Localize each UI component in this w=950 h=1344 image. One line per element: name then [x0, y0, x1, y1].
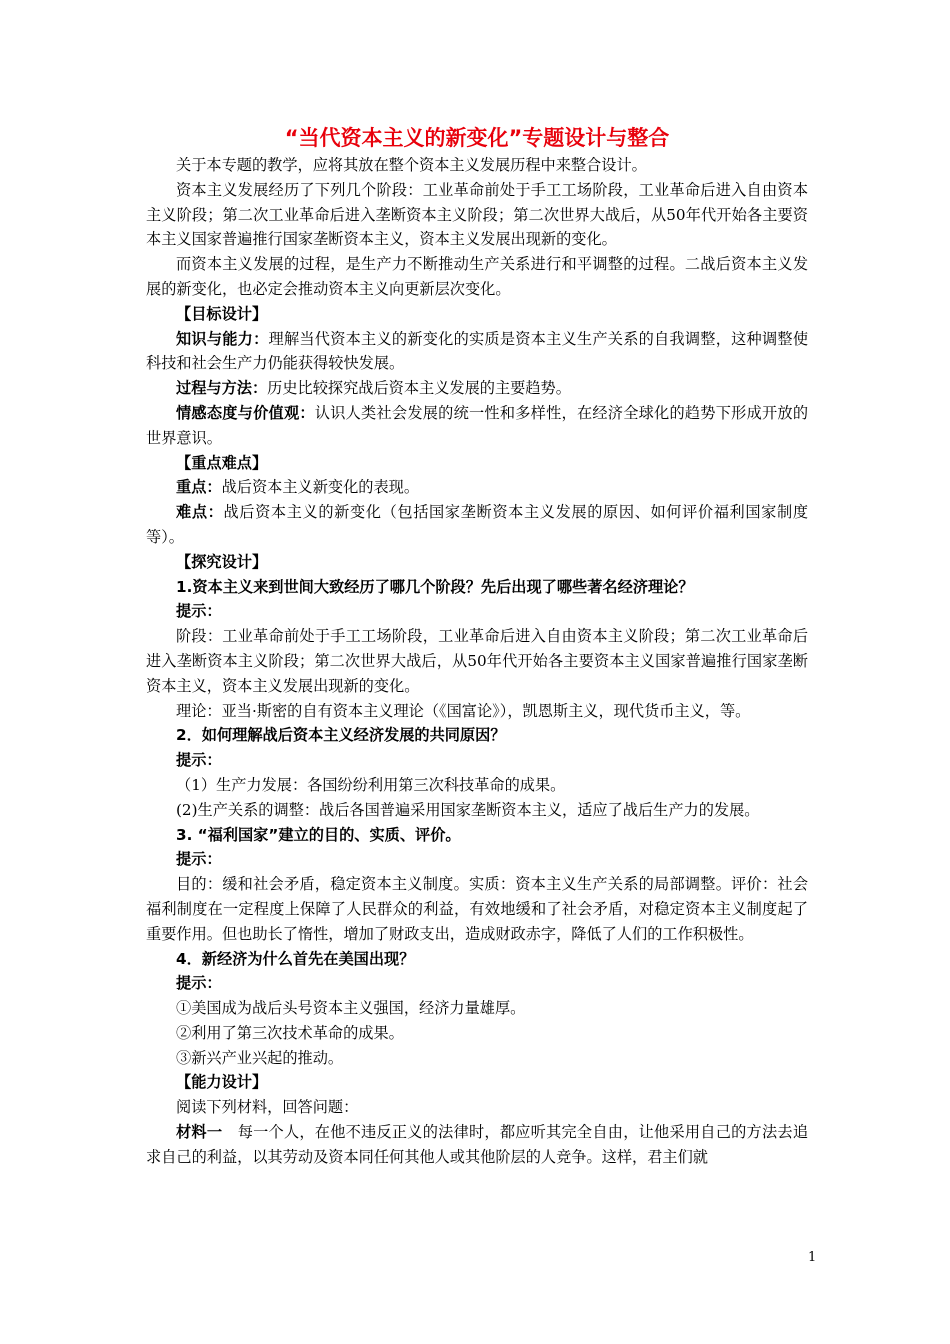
- document-body: [146, 124, 808, 1170]
- goal-heading: 【目标设计】: [176, 304, 268, 323]
- goal-item-process: [146, 376, 808, 401]
- question-2: 2．如何理解战后资本主义经济发展的共同原因？: [176, 726, 506, 745]
- hint-label: 提示：: [176, 751, 222, 770]
- key-label: 重点：: [176, 478, 222, 497]
- goal-text: 理解当代资本主义的新变化的实质是资本主义生产关系的自我调整，这种调整使科技和社会生产力仍能获得较快发展。: [146, 329, 809, 373]
- key-text: 战后资本主义新变化的表现。: [221, 478, 419, 497]
- key-item-focus: [146, 475, 808, 500]
- list-item: ②利用了第三次技术革命的成果。: [176, 1023, 404, 1042]
- page-title: “当代资本主义的新变化”专题设计与整合: [284, 126, 670, 150]
- list-item: ①美国成为战后头号资本主义强国，经济力量雄厚。: [176, 999, 526, 1018]
- ability-intro: 阅读下列材料，回答问题：: [176, 1098, 359, 1117]
- ability-heading: 【能力设计】: [176, 1073, 268, 1092]
- answer-text: 理论：亚当·斯密的自有资本主义理论（《国富论》），凯恩斯主义，现代货币主义，等。: [176, 701, 751, 720]
- question-1: 1.资本主义来到世间大致经历了哪几个阶段？先后出现了哪些著名经济理论？: [176, 577, 694, 596]
- hint-label: 提示：: [176, 974, 222, 993]
- page-number: 1: [808, 1250, 817, 1265]
- question-4: 4．新经济为什么首先在美国出现？: [176, 949, 415, 968]
- question-3: 3. “福利国家”建立的目的、实质、评价。: [176, 825, 461, 844]
- key-item-difficulty: [146, 500, 808, 550]
- material-1: [146, 1120, 808, 1170]
- goal-label: 过程与方法：: [176, 379, 268, 398]
- goal-text: 认识人类社会发展的统一性和多样性，在经济全球化的趋势下形成开放的世界意识。: [146, 403, 809, 447]
- goal-item-knowledge: [146, 327, 808, 377]
- key-text: 战后资本主义的新变化（包括国家垄断资本主义发展的原因、如何评价福利国家制度等）。: [146, 503, 809, 546]
- goal-label: 知识与能力：: [176, 329, 269, 348]
- intro-paragraph-2: 资本主义发展经历了下列几个阶段：工业革命前处于手工工场阶段，工业革命后进入自由资本主义阶段；第二次工业革命后进入垄断资本主义阶段；第二次世界大战后，从50年代开始各主要资本主义国家普遍推行国家垄断资本主义，资本主义发展出现新的变化。: [146, 180, 808, 249]
- hint-label: 提示：: [176, 850, 222, 869]
- goal-label: 情感态度与价值观：: [176, 403, 315, 422]
- key-heading: 【重点难点】: [176, 453, 268, 472]
- answer-text: 阶段：工业革命前处于手工工场阶段，工业革命后进入自由资本主义阶段；第二次工业革命后进入垄断资本主义阶段；第二次世界大战后，从50年代开始各主要资本主义国家普遍推行国家垄断资本主义，资本主义发展出现新的变化。: [146, 627, 808, 695]
- goal-text: 历史比较探究战后资本主义发展的主要趋势。: [267, 379, 571, 398]
- intro-paragraph-1: 关于本专题的教学，应将其放在整个资本主义发展历程中来整合设计。: [176, 156, 647, 174]
- goal-item-emotion: [146, 401, 808, 451]
- material-label: 材料一: [176, 1123, 223, 1142]
- explore-heading: 【探究设计】: [176, 552, 268, 571]
- material-text: 每一个人，在他不违反正义的法律时，都应听其完全自由，让他采用自己的方法去追求自己的利益，以其劳动及资本同任何其他人或其他阶层的人竞争。这样，君主们就: [146, 1123, 809, 1166]
- intro-paragraph-3: 而资本主义发展的过程，是生产力不断推动生产关系进行和平调整的过程。二战后资本主义发展的新变化，也必定会推动资本主义向更新层次变化。: [146, 255, 808, 298]
- hint-label: 提示：: [176, 602, 222, 621]
- list-item: ③新兴产业兴起的推动。: [176, 1048, 344, 1067]
- key-label: 难点：: [176, 503, 224, 522]
- answer-text: 目的：缓和社会矛盾，稳定资本主义制度。实质：资本主义生产关系的局部调整。评价：社会福利制度在一定程度上保障了人民群众的利益，有效地缓和了社会矛盾，对稳定资本主义制度起了重要作用。但也助长了惰性，增加了财政支出，造成财政赤字，降低了人们的工作积极性。: [146, 875, 808, 943]
- answer-text: （1）生产力发展：各国纷纷利用第三次科技革命的成果。: [176, 775, 566, 794]
- answer-text: (2)生产关系的调整：战后各国普遍采用国家垄断资本主义，适应了战后生产力的发展。: [176, 800, 760, 819]
